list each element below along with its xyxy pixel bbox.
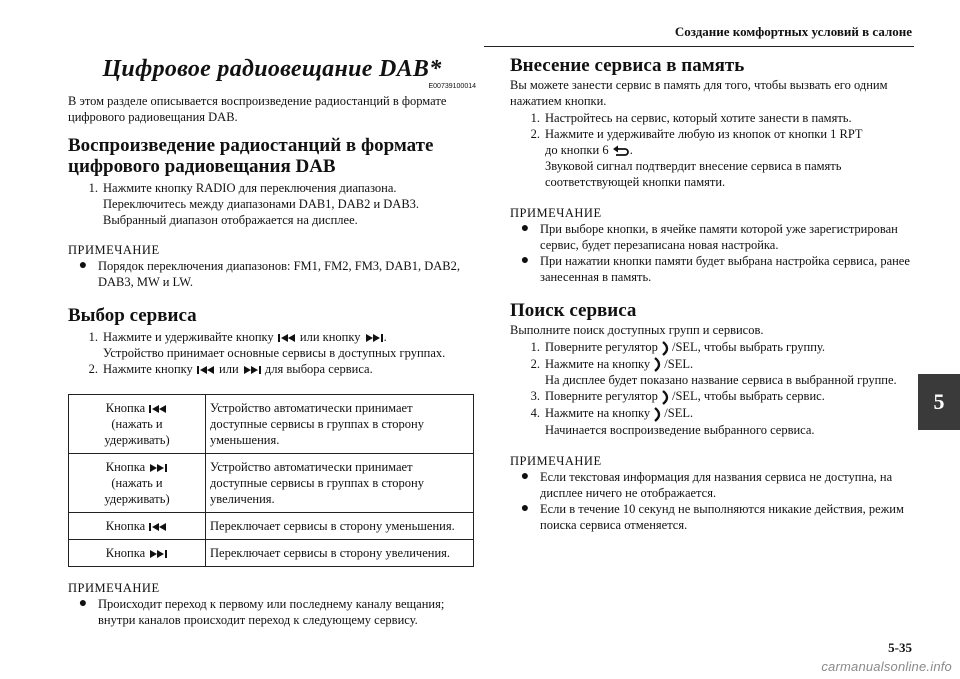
step-text — [545, 339, 920, 356]
step-number: 1. — [530, 340, 540, 354]
note-bullet — [510, 501, 920, 533]
next-track-icon — [148, 463, 168, 473]
step-line: На дисплее будет показано название сервиса в выбранной группе. — [545, 373, 897, 388]
bullet-dot-icon: ● — [520, 468, 530, 484]
step-text — [545, 388, 920, 405]
right-column — [510, 55, 920, 533]
bullet-dot-icon: ● — [78, 596, 88, 611]
step-fragment: для выбора сервиса. — [264, 362, 373, 376]
step-item — [68, 180, 476, 228]
search-intro: Выполните поиск доступных групп и сервисов. — [510, 323, 764, 337]
page-title: Цифровое радиовещание DAB* — [102, 56, 442, 82]
prev-track-icon — [148, 404, 168, 414]
step-text — [545, 405, 920, 438]
steps-service-select — [68, 329, 476, 377]
note-label: ПРИМЕЧАНИЕ — [510, 453, 602, 468]
step-fragment: или кнопку — [299, 330, 361, 344]
step-line: Выбранный диапазон отображается на дисплее. — [103, 213, 358, 227]
step-text — [545, 126, 920, 190]
step-number: 3. — [530, 389, 540, 404]
bullet-dot-icon: ● — [520, 500, 530, 516]
step-number: 1. — [530, 111, 540, 125]
table-desc-cell: Переключает сервисы в сторону увеличения. — [206, 540, 474, 567]
table-row — [69, 454, 474, 513]
table-desc-cell: Устройство автоматически принимает доступные сервисы в группах в сторону уменьшения. — [206, 395, 474, 454]
step-fragment: /SEL. — [664, 405, 694, 420]
steps-memory — [510, 110, 920, 190]
next-track-icon — [364, 333, 384, 343]
button-function-table — [68, 394, 474, 567]
bullet-dot-icon: ● — [520, 221, 530, 236]
return-arrow-icon — [612, 145, 630, 157]
step-item — [68, 329, 476, 361]
steps-search — [510, 339, 920, 438]
step-item — [510, 388, 920, 405]
step-fragment: Нажмите и удерживайте кнопку — [103, 330, 274, 344]
table-desc-cell: Устройство автоматически принимает доступные сервисы в группах в сторону увеличения. — [206, 454, 474, 513]
table-key-cell — [69, 454, 206, 513]
step-fragment: до кнопки 6 — [545, 143, 609, 157]
note-label: ПРИМЕЧАНИЕ — [68, 581, 160, 595]
step-fragment: . — [383, 330, 387, 344]
step-text — [103, 180, 476, 228]
step-fragment: /SEL. — [664, 356, 694, 371]
table-desc-cell: Переключает сервисы в сторону уменьшения. — [206, 513, 474, 540]
step-fragment: /SEL, чтобы выбрать сервис. — [671, 389, 825, 404]
step-number: 1. — [88, 330, 98, 344]
step-item — [510, 126, 920, 190]
step-fragment: /SEL, чтобы выбрать группу. — [671, 340, 826, 354]
key-sub: удерживать) — [104, 433, 170, 447]
next-track-icon — [242, 365, 262, 375]
intro-text: В этом разделе описывается воспроизведение радиостанций в формате цифрового радиовещания DAB. — [68, 94, 447, 124]
step-fragment: Нажмите на кнопку — [545, 405, 651, 420]
step-text — [103, 361, 476, 377]
memory-intro: Вы можете занести сервис в память для того, чтобы вызвать его одним нажатием кнопки. — [510, 78, 888, 108]
note-label: ПРИМЕЧАНИЕ — [68, 243, 160, 257]
step-item — [510, 110, 920, 126]
section-heading-memory: Внесение сервиса в память — [510, 55, 745, 76]
chapter-tab: 5 — [918, 374, 960, 430]
note-text: Если в течение 10 секунд не выполняются никакие действия, режим поиска сервиса отменяется. — [540, 501, 904, 532]
step-fragment: . — [629, 143, 633, 157]
step-number: 2. — [530, 127, 540, 141]
bullet-dot-icon: ● — [78, 258, 88, 273]
tune-knob-icon — [661, 390, 672, 405]
note-label: ПРИМЕЧАНИЕ — [510, 206, 602, 220]
note-text: При нажатии кнопки памяти будет выбрана настройка сервиса, ранее занесенная в память. — [540, 254, 910, 284]
table-key-cell — [69, 540, 206, 567]
step-fragment: или — [219, 362, 239, 376]
step-item — [510, 356, 920, 389]
heading-line-2: цифрового радиовещания DAB — [68, 156, 336, 177]
step-text — [103, 329, 476, 361]
key-sub: удерживать) — [104, 492, 170, 506]
key-label: Кнопка — [105, 546, 146, 560]
key-label: Кнопка — [105, 519, 146, 533]
step-number: 4. — [530, 405, 540, 420]
prev-track-icon — [148, 522, 168, 532]
key-label: Кнопка — [105, 401, 146, 415]
note-bullet — [68, 258, 476, 290]
step-line: Переключитесь между диапазонами DAB1, DAB2 и DAB3. — [103, 197, 420, 211]
section-heading-search: Поиск сервиса — [510, 300, 637, 321]
tune-knob-icon — [653, 407, 664, 422]
step-line: Нажмите и удерживайте любую из кнопок от кнопки 1 RPT — [545, 127, 863, 141]
table-key-cell — [69, 513, 206, 540]
note-text: Если текстовая информация для названия сервиса не доступна, на дисплее ничего не отображается. — [540, 469, 893, 500]
note-bullet — [510, 221, 920, 253]
table-row — [69, 540, 474, 567]
page-number: 5-35 — [888, 640, 912, 655]
watermark: carmanualsonline.info — [821, 659, 952, 674]
step-fragment: Поверните регулятор — [545, 389, 658, 404]
note-bullet — [510, 253, 920, 285]
key-label: Кнопка — [105, 460, 146, 474]
step-text: Настройтесь на сервис, который хотите занести в память. — [545, 111, 852, 125]
note-bullet — [68, 596, 476, 628]
section-heading-service-select: Выбор сервиса — [68, 305, 197, 326]
prev-track-icon — [277, 333, 297, 343]
step-number: 1. — [88, 181, 98, 195]
heading-line-1: Воспроизведение радиостанций в формате — [68, 135, 434, 156]
prev-track-icon — [196, 365, 216, 375]
step-fragment: Поверните регулятор — [545, 340, 658, 354]
next-track-icon — [148, 549, 168, 559]
section-code: E00739100014 — [428, 83, 476, 90]
step-line: Начинается воспроизведение выбранного сервиса. — [545, 422, 815, 437]
steps-dab-playback — [68, 180, 476, 228]
step-line: Нажмите кнопку RADIO для переключения диапазона. — [103, 181, 397, 195]
header-rule — [484, 46, 914, 47]
running-header: Создание комфортных условий в салоне — [674, 24, 912, 39]
note-text: При выборе кнопки, в ячейке памяти которой уже зарегистрирован сервис, будет перезаписана новая настройка. — [540, 222, 898, 252]
section-heading-dab-playback — [68, 135, 476, 177]
table-key-cell — [69, 395, 206, 454]
table-row — [69, 395, 474, 454]
step-number: 2. — [530, 356, 540, 371]
tune-knob-icon — [653, 357, 664, 372]
step-fragment: Нажмите кнопку — [103, 362, 193, 376]
key-sub: (нажать и — [111, 417, 163, 431]
note-bullet — [510, 469, 920, 501]
bullet-dot-icon: ● — [520, 253, 530, 268]
key-sub: (нажать и — [111, 476, 163, 490]
step-number: 2. — [88, 362, 98, 376]
step-text — [545, 356, 920, 389]
note-text: Порядок переключения диапазонов: FM1, FM2, FM3, DAB1, DAB2, DAB3, MW и LW. — [98, 259, 460, 289]
tune-knob-icon — [661, 341, 672, 356]
step-item — [68, 361, 476, 377]
step-line: Устройство принимает основные сервисы в доступных группах. — [103, 346, 446, 360]
step-line: Звуковой сигнал подтвердит внесение сервиса в память соответствующей кнопки памяти. — [545, 159, 842, 189]
note-text: Происходит переход к первому или последнему каналу вещания; внутри каналов происходит переход к следующему сервису. — [98, 597, 445, 627]
step-fragment: Нажмите на кнопку — [545, 356, 651, 371]
left-column — [68, 52, 476, 628]
step-item — [510, 339, 920, 356]
table-row — [69, 513, 474, 540]
step-item — [510, 405, 920, 438]
